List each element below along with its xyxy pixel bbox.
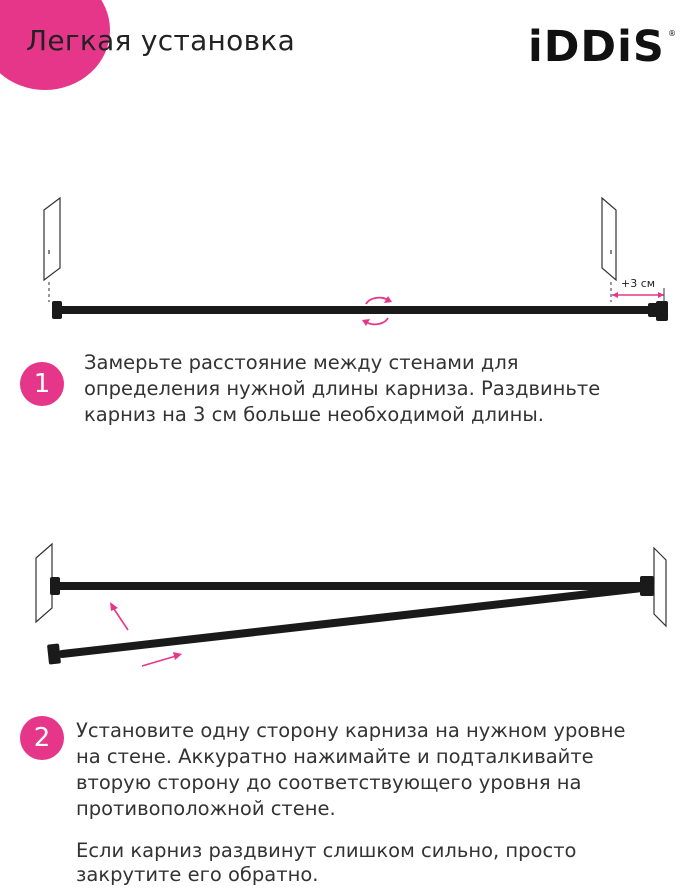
step-2-line: противоположной стене.: [76, 797, 336, 820]
left-wall-illustration: [44, 198, 60, 280]
brand-logo: [528, 22, 677, 72]
step-2-line: на стене. Аккуратно нажимайте и подталкивайте: [76, 745, 594, 768]
step-1-line: карниз на 3 см больше необходимой длины.: [84, 403, 544, 426]
right-wall-illustration: [602, 198, 616, 280]
angled-rod: [47, 588, 642, 665]
step-2-note-line: Если карниз раздвинут слишком сильно, просто: [76, 839, 577, 862]
right-wall-illustration: [654, 548, 666, 626]
step-2-note-line: закрутите его обратно.: [76, 863, 319, 886]
figure-measure-rod: [0, 190, 683, 340]
figure-install-rod: [0, 538, 683, 688]
step-2-line: вторую сторону до соответствующего уровня на: [76, 771, 582, 794]
step-1-number: 1: [20, 362, 64, 406]
shower-rod: [52, 301, 668, 321]
step-2-line: Установите одну сторону карниза на нужном уровне: [76, 719, 626, 742]
logo-registered-mark: ®: [668, 29, 677, 38]
step-2-number: 2: [20, 716, 64, 760]
logo-text: iDDiS: [528, 22, 665, 72]
dimension-arrow: [612, 277, 664, 302]
dimension-label: +3 см: [621, 277, 656, 290]
left-wall-illustration: [36, 544, 52, 622]
step-1-line: определения нужной длины карниза. Раздвиньте: [84, 377, 601, 400]
push-up-arrow-icon: [110, 602, 128, 630]
push-right-arrow-icon: [142, 652, 182, 666]
page-title: Легкая установка: [26, 24, 296, 57]
step-1-line: Замерьте расстояние между стенами для: [84, 351, 519, 374]
